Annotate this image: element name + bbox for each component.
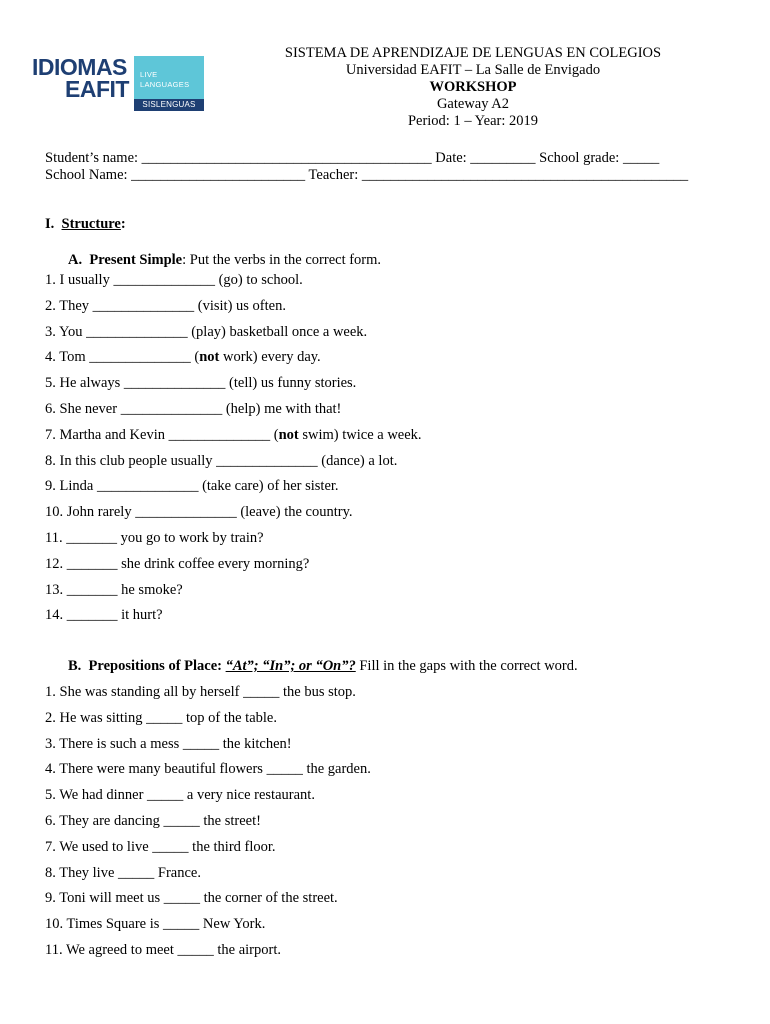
exercise-emphasis: not	[199, 349, 220, 366]
logo-tag-box	[134, 56, 204, 99]
exercise-item	[45, 530, 264, 547]
exercise-text: 1. I usually ______________ (go) to school.	[45, 272, 303, 288]
exercise-item	[45, 401, 341, 418]
exercise-item: 5. We had dinner _____ a very nice restaurant.	[45, 787, 315, 804]
part-b-instruction: Fill in the gaps with the correct word.	[355, 658, 578, 674]
exercise-text: 3. You ______________ (play) basketball once a week.	[45, 323, 368, 340]
document-header	[258, 45, 688, 130]
exercise-text: 2. They ______________ (visit) us often.	[45, 297, 286, 314]
exercise-text: 8. In this club people usually ______________ (dance) a lot.	[45, 452, 398, 469]
idiomas-eafit-logo	[30, 54, 206, 112]
exercise-text-end: swim) twice a week.	[298, 426, 422, 443]
exercise-item	[45, 582, 183, 599]
exercise-item	[45, 427, 422, 444]
student-name-date-grade-line: Student’s name: ________________________________________ Date: _________ School grade: _____	[45, 150, 660, 166]
part-a-instruction: : Put the verbs in the correct form.	[182, 252, 382, 268]
header-university: Universidad EAFIT – La Salle de Envigado	[345, 62, 601, 78]
exercise-item	[45, 298, 286, 315]
exercise-item: 3. There is such a mess _____ the kitchen!	[45, 735, 292, 752]
section-name: Structure	[61, 216, 121, 232]
student-info	[45, 150, 735, 184]
exercise-item: 2. He was sitting _____ top of the table.	[45, 709, 277, 726]
exercise-text: 4. Tom ______________ (	[45, 349, 200, 366]
exercise-text: 7. Martha and Kevin ______________ (	[45, 426, 279, 443]
exercise-item	[45, 478, 339, 495]
exercise-text: 11. _______ you go to work by train?	[45, 530, 264, 546]
exercise-text: 12. _______ she drink coffee every morning?	[45, 555, 310, 572]
exercise-item: 8. They live _____ France.	[45, 864, 201, 881]
exercise-item	[45, 556, 309, 573]
exercise-item: 6. They are dancing _____ the street!	[45, 813, 261, 829]
part-b-title: Prepositions of Place:	[88, 658, 226, 674]
exercise-item	[45, 375, 356, 392]
exercise-item: 11. We agreed to meet _____ the airport.	[45, 942, 281, 958]
part-a-heading	[68, 252, 381, 269]
section-title	[45, 216, 126, 233]
exercise-item: 9. Toni will meet us _____ the corner of the street.	[45, 890, 338, 907]
exercise-item	[45, 272, 303, 289]
exercise-item: 4. There were many beautiful flowers _____ the garden.	[45, 761, 371, 778]
logo-tag-languages: LANGUAGES	[140, 80, 190, 89]
exercise-item	[45, 324, 367, 341]
exercise-item: 7. We used to live _____ the third floor.	[45, 838, 276, 855]
part-b-options: “At”; “In”; or “On”?	[225, 658, 356, 674]
exercise-emphasis: not	[278, 426, 299, 443]
logo-tag-live: LIVE	[140, 70, 158, 79]
logo-sislenguas: SISLENGUAS	[134, 99, 204, 111]
exercise-item	[45, 504, 353, 521]
header-period: Period: 1 – Year: 2019	[407, 113, 539, 129]
exercise-text: 9. Linda ______________ (take care) of her sister.	[45, 478, 339, 495]
header-level: Gateway A2	[436, 96, 510, 112]
header-institution: SISTEMA DE APRENDIZAJE DE LENGUAS EN COLEGIOS	[284, 45, 662, 61]
part-b-letter: B.	[68, 658, 82, 674]
exercise-text: 5. He always ______________ (tell) us funny stories.	[45, 375, 357, 392]
exercise-text-end: work) every day.	[219, 349, 321, 366]
exercise-text: 6. She never ______________ (help) me with that!	[45, 401, 342, 417]
exercise-text: 13. _______ he smoke?	[45, 581, 183, 598]
section-number: I.	[45, 216, 55, 232]
exercise-text: 10. John rarely ______________ (leave) the country.	[45, 504, 353, 521]
exercise-item: 1. She was standing all by herself _____ the bus stop.	[45, 684, 356, 700]
exercise-item: 10. Times Square is _____ New York.	[45, 916, 266, 933]
logo-word-eafit: EAFIT	[65, 76, 129, 102]
header-workshop: WORKSHOP	[429, 79, 517, 95]
school-teacher-line: School Name: ________________________ Teacher: _____________________________________________	[45, 167, 689, 183]
section-colon: :	[120, 216, 126, 232]
logo-word-idiomas: IDIOMAS	[32, 54, 127, 80]
part-a-letter: A.	[68, 252, 83, 268]
exercise-text: 14. _______ it hurt?	[45, 607, 163, 624]
exercise-item	[45, 349, 321, 366]
exercise-item	[45, 453, 397, 470]
part-b-heading	[68, 658, 578, 675]
exercise-item	[45, 607, 163, 624]
part-a-title: Present Simple	[89, 252, 183, 268]
